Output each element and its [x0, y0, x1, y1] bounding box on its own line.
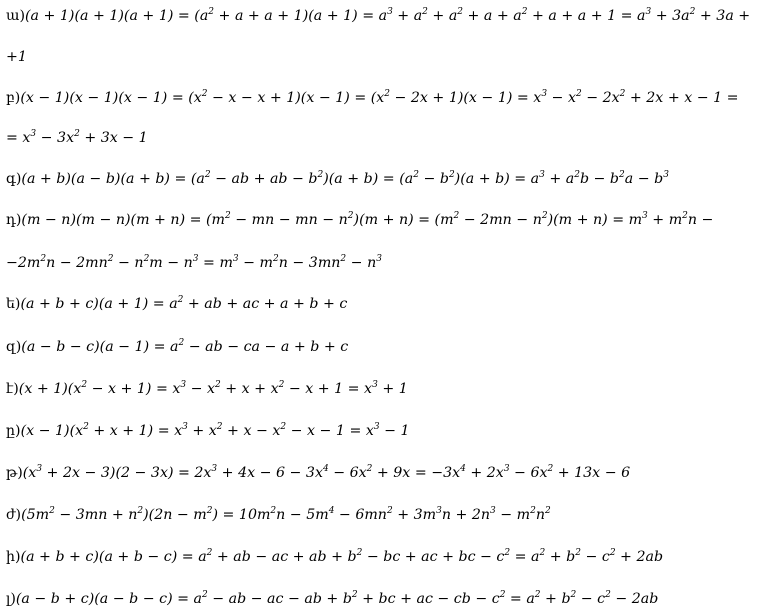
exponent: 2: [609, 548, 616, 558]
exponent: 3: [192, 254, 199, 264]
expression-text: (a − b + c)(a − b − c) = a: [15, 591, 202, 607]
expression-text: − 2x + 1)(x − 1) = x: [389, 90, 542, 106]
expression-text: − x: [547, 90, 576, 106]
exponent: 2: [570, 590, 577, 600]
exponent: 3: [180, 380, 187, 390]
expression-text: − 6x: [328, 465, 367, 481]
exponent: 2: [386, 506, 393, 516]
exponent: 2: [280, 422, 287, 432]
exponent: 2: [216, 422, 223, 432]
item-label: ը): [6, 423, 21, 439]
equation-line: [6, 422, 410, 440]
expression-text: + a: [544, 171, 575, 187]
expression-text: + x + x: [220, 381, 279, 397]
expression-text: (a + 1)(a + 1)(a + 1) = (a: [25, 8, 209, 24]
exponent: 2: [534, 590, 541, 600]
exponent: 2: [74, 129, 80, 139]
expression-text: − c: [580, 549, 610, 565]
item-label: ա): [6, 8, 25, 24]
exponent: 2: [539, 548, 546, 558]
exponent: 2: [347, 211, 354, 221]
expression-text: + a + a + 1 = a: [527, 8, 646, 24]
expression-text: + 1: [377, 381, 408, 397]
exponent: 2: [605, 590, 611, 600]
exponent: 2: [40, 254, 47, 264]
expression-text: (x − 1)(x − 1)(x − 1) = (x: [20, 90, 202, 106]
item-label: է): [6, 381, 19, 397]
exponent: 2: [201, 590, 208, 600]
expression-text: − bc + ac + bc − c: [362, 549, 505, 565]
expression-text: − 2x: [581, 90, 620, 106]
equation-line: [6, 7, 750, 25]
expression-text: + bc + ac − cb − c: [357, 591, 500, 607]
exponent: 2: [530, 506, 536, 516]
exponent: 2: [413, 170, 419, 180]
exponent: 2: [137, 506, 144, 516]
expression-text: (x − 1)(x: [20, 423, 84, 439]
expression-text: n − 5m: [276, 507, 329, 523]
expression-text: − ab − ca − a + b + c: [184, 339, 349, 355]
expression-text: + x: [187, 423, 217, 439]
expression-text: − 6x: [509, 465, 548, 481]
exponent: 3: [645, 7, 652, 17]
exponent: 2: [366, 464, 373, 474]
expression-text: +1: [6, 49, 27, 65]
item-label: ժ): [6, 507, 22, 523]
equation-line: [6, 506, 551, 524]
exponent: 3: [541, 89, 548, 99]
equation-line: [6, 295, 347, 313]
expression-text: − c: [576, 591, 606, 607]
exponent: 2: [541, 211, 548, 221]
item-label: ի): [6, 549, 21, 565]
exponent: 2: [49, 506, 55, 516]
expression-text: )(m + n) = (m: [353, 212, 454, 228]
expression-text: + 3m: [392, 507, 437, 523]
expression-text: + 3x − 1: [79, 130, 148, 146]
exponent: 2: [574, 170, 580, 180]
exponent: 2: [83, 422, 89, 432]
exponent: 2: [504, 548, 511, 558]
expression-text: + b: [540, 591, 571, 607]
expression-text: −2m: [6, 255, 41, 271]
exponent: 2: [619, 170, 625, 180]
item-label: գ): [6, 171, 22, 187]
exponent: 2: [215, 380, 221, 390]
exponent: 3: [182, 422, 188, 432]
expression-text: + a: [392, 8, 423, 24]
expression-text: + a + a: [463, 8, 522, 24]
exponent: 2: [619, 89, 626, 99]
expression-text: = m: [198, 255, 233, 271]
equation-line: [6, 129, 148, 147]
exponent: 2: [547, 464, 554, 474]
item-label: զ): [6, 339, 22, 355]
expression-text: − m: [495, 507, 531, 523]
exponent: 3: [503, 464, 510, 474]
exponent: 2: [356, 548, 363, 558]
expression-text: = a: [510, 549, 540, 565]
exponent: 2: [273, 254, 279, 264]
exponent: 2: [143, 254, 150, 264]
expression-text: − 2mn − n: [459, 212, 542, 228]
expression-text: (x + 1)(x: [18, 381, 82, 397]
expression-text: + b: [545, 549, 576, 565]
expression-text: (a + b + c)(a + 1) = a: [20, 296, 178, 312]
exponent: 3: [642, 211, 648, 221]
equation-line: [6, 211, 713, 229]
exponent: 3: [372, 380, 378, 390]
exponent: 4: [322, 464, 329, 474]
expression-text: − ab − ac − ab + b: [207, 591, 352, 607]
expression-text: )(a + b) = a: [454, 171, 540, 187]
expression-text: − 6mn: [334, 507, 387, 523]
equation-line: [6, 338, 348, 356]
exponent: 2: [351, 590, 358, 600]
expression-text: + x + 1) = x: [88, 423, 183, 439]
exponent: 3: [376, 254, 382, 264]
exponent: 3: [490, 506, 496, 516]
expression-text: − x + 1 = x: [284, 381, 373, 397]
expression-text: (a − b − c)(a − 1) = a: [21, 339, 179, 355]
expression-text: − b: [418, 171, 449, 187]
item-label: դ): [6, 212, 22, 228]
expression-text: (a + b + c)(a + b − c) = a: [20, 549, 207, 565]
equation-line: [6, 464, 630, 482]
exponent: 2: [384, 89, 390, 99]
equation-line: [6, 548, 663, 566]
exponent: 2: [340, 254, 347, 264]
exponent: 2: [499, 590, 506, 600]
equation-line: [6, 254, 382, 272]
exponent: 2: [206, 506, 213, 516]
exponent: 2: [453, 211, 460, 221]
expression-text: ) = 10m: [212, 507, 271, 523]
equation-line: [6, 170, 669, 188]
expression-text: n − 2mn: [46, 255, 108, 271]
exponent: 3: [211, 464, 218, 474]
exponent: 2: [107, 254, 114, 264]
expression-text: + m: [647, 212, 683, 228]
equation-line: [6, 590, 658, 608]
exponent: 3: [663, 170, 669, 180]
expression-text: − n: [113, 255, 144, 271]
exponent: 2: [457, 7, 464, 17]
expression-text: − n: [346, 255, 377, 271]
exponent: 3: [387, 7, 393, 17]
expression-text: + 3a +: [695, 8, 751, 24]
exponent: 3: [36, 464, 43, 474]
expression-text: − mn − mn − n: [230, 212, 348, 228]
expression-text: a − b: [624, 171, 664, 187]
exponent: 2: [682, 211, 688, 221]
expression-text: (x: [22, 465, 37, 481]
expression-text: + 3a: [651, 8, 690, 24]
expression-text: + a + a + 1)(a + 1) = a: [214, 8, 388, 24]
expression-text: + 2x: [465, 465, 504, 481]
exponent: 2: [270, 506, 277, 516]
expression-text: )(m + n) = m: [547, 212, 643, 228]
exponent: 2: [178, 338, 185, 348]
expression-text: + 2x − 3)(2 − 3x) = 2x: [42, 465, 212, 481]
exponent: 3: [232, 254, 239, 264]
expression-text: n: [535, 507, 546, 523]
exponent: 2: [689, 7, 696, 17]
exponent: 3: [436, 506, 442, 516]
expression-text: + a: [427, 8, 458, 24]
expression-text: − x + 1) = x: [87, 381, 181, 397]
expression-text: − 3x: [36, 130, 75, 146]
expression-text: + 2x + x − 1 =: [625, 90, 739, 106]
expression-text: + 2ab: [615, 549, 664, 565]
expression-text: − ab + ab − b: [210, 171, 318, 187]
exponent: 3: [373, 422, 380, 432]
exponent: 2: [208, 7, 215, 17]
item-label: լ): [6, 591, 16, 607]
exponent: 2: [201, 89, 208, 99]
expression-text: (a + b)(a − b)(a + b) = (a: [21, 171, 205, 187]
exponent: 2: [278, 380, 285, 390]
exponent: 2: [317, 170, 324, 180]
expression-text: )(a + b) = (a: [323, 171, 414, 187]
expression-text: (m − n)(m − n)(m + n) = (m: [21, 212, 226, 228]
exponent: 3: [30, 129, 37, 139]
expression-text: + 4x − 6 − 3x: [217, 465, 323, 481]
exponent: 2: [225, 211, 231, 221]
item-label: բ): [6, 90, 21, 106]
equation-line: [6, 48, 27, 66]
expression-text: n −: [687, 212, 714, 228]
expression-text: − x − 1 = x: [286, 423, 374, 439]
exponent: 4: [328, 506, 335, 516]
exponent: 2: [448, 170, 455, 180]
exponent: 3: [539, 170, 545, 180]
equation-line: [6, 89, 739, 107]
exponent: 2: [177, 295, 184, 305]
expression-text: m − n: [149, 255, 193, 271]
expression-text: − 3mn + n: [54, 507, 138, 523]
expression-text: (5m: [21, 507, 50, 523]
item-label: թ): [6, 465, 23, 481]
exponent: 2: [206, 548, 213, 558]
expression-text: b − b: [579, 171, 620, 187]
item-label: ե): [6, 296, 21, 312]
expression-text: + 9x = −3x: [372, 465, 461, 481]
expression-text: − x: [186, 381, 216, 397]
expression-text: − x − x + 1)(x − 1) = (x: [207, 90, 385, 106]
expression-text: − 2ab: [610, 591, 659, 607]
expression-text: − 1: [379, 423, 410, 439]
expression-text: n − 3mn: [278, 255, 341, 271]
expression-text: − m: [238, 255, 274, 271]
exponent: 2: [575, 89, 582, 99]
expression-text: = a: [505, 591, 535, 607]
equation-line: [6, 380, 408, 398]
expression-text: + 13x − 6: [553, 465, 631, 481]
expression-text: n + 2n: [441, 507, 491, 523]
exponent: 2: [422, 7, 428, 17]
expression-text: + ab − ac + ab + b: [212, 549, 357, 565]
exponent: 2: [81, 380, 88, 390]
exponent: 2: [521, 7, 528, 17]
expression-text: + ab + ac + a + b + c: [183, 296, 348, 312]
exponent: 2: [575, 548, 581, 558]
exponent: 2: [545, 506, 551, 516]
expression-text: )(2n − m: [143, 507, 207, 523]
expression-text: = x: [6, 130, 31, 146]
exponent: 2: [204, 170, 211, 180]
exponent: 4: [460, 464, 466, 474]
expression-text: + x − x: [222, 423, 281, 439]
